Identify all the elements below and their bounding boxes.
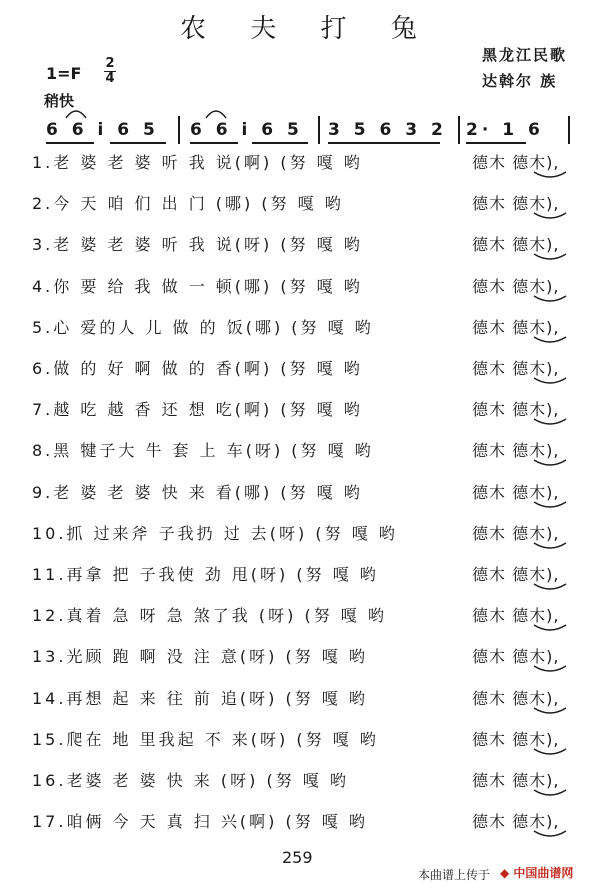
tempo-marking: 稍快: [44, 92, 75, 110]
verse-refrain: 德木 德木),: [472, 606, 560, 626]
verse-refrain: 德木 德木),: [472, 565, 560, 584]
refrain-tie: [530, 623, 570, 635]
measure-1: 6 6 i 6 5: [46, 120, 159, 140]
measure-3: 3 5 6 3 2: [328, 120, 447, 140]
key-signature: 1=F: [46, 64, 82, 83]
tie-2: [206, 111, 226, 118]
refrain-tie: [530, 747, 570, 759]
refrain-tie: [530, 252, 570, 264]
verse-line: 14.再想 起 来 往 前 追(呀) (努 嘎 哟: [32, 688, 368, 708]
verse-refrain: 德木 德木),: [472, 729, 560, 749]
verse-line: 17.咱俩 今 天 真 扫 兴(啊) (努 嘎 哟: [32, 812, 368, 832]
verse-refrain: 德木 德木),: [472, 153, 560, 172]
refrain-tie: [530, 706, 570, 718]
verse-line: 12.真着 急 呀 急 煞了我 (呀) (努 嘎 哟: [32, 606, 387, 626]
refrain-tie: [530, 829, 570, 841]
verse-refrain: 德木 德木),: [472, 482, 560, 502]
verse-refrain: 德木 德木),: [472, 359, 560, 378]
beam-1a: [46, 142, 94, 144]
barline-1: [178, 116, 180, 144]
refrain-tie: [530, 582, 570, 594]
barline-2: [318, 116, 320, 144]
refrain-tie: [530, 376, 570, 388]
verse-line: 2.今 天 咱 们 出 门 (哪) (努 嘎 哟: [32, 194, 344, 214]
verse-line: 13.光顾 跑 啊 没 注 意(呀) (努 嘎 哟: [32, 647, 368, 667]
beam-1b: [110, 142, 166, 144]
refrain-tie: [530, 417, 570, 429]
beam-2b: [252, 142, 308, 144]
measure-2: 6 6 i 6 5: [190, 120, 303, 140]
song-title: 农 夫 打 兔: [180, 14, 435, 44]
verse-line: 6.做 的 好 啊 做 的 香(啊) (努 嘎 哟: [32, 359, 363, 378]
tie-1: [66, 111, 86, 118]
refrain-tie: [530, 500, 570, 512]
verse-refrain: 德木 德木),: [472, 317, 560, 337]
verse-refrain: 德木 德木),: [472, 441, 560, 461]
verse-line: 16.老婆 老 婆 快 来 (呀) (努 嘎 哟: [32, 771, 349, 790]
barline-4: [568, 116, 570, 144]
page-number: 259: [282, 848, 313, 867]
site-logo: [500, 864, 573, 881]
verse-line: 3.老 婆 老 婆 听 我 说(呀) (努 嘎 哟: [32, 235, 363, 255]
song-origin: 黑龙江民歌: [482, 46, 568, 64]
verse-line: 8.黑 犍子大 牛 套 上 车(呀) (努 嘎 哟: [32, 441, 374, 461]
verse-line: 9.老 婆 老 婆 快 来 看(哪) (努 嘎 哟: [32, 482, 363, 502]
verse-line: 15.爬在 地 里我起 不 来(呀) (努 嘎 哟: [32, 729, 379, 749]
barline-3: [458, 116, 460, 144]
verse-line: 1.老 婆 老 婆 听 我 说(啊) (努 嘎 哟: [32, 153, 363, 172]
verse-refrain: 德木 德木),: [472, 812, 560, 832]
verse-refrain: 德木 德木),: [472, 194, 560, 214]
site-logo-icon: ◆: [500, 866, 510, 880]
refrain-tie: [530, 541, 570, 553]
verse-line: 4.你 要 给 我 做 一 顿(哪) (努 嘎 哟: [32, 276, 363, 296]
measure-4: 2· 1 6: [466, 120, 544, 140]
song-nation: 达斡尔 族: [482, 72, 558, 90]
verse-line: 7.越 吃 越 香 还 想 吃(啊) (努 嘎 哟: [32, 400, 363, 420]
refrain-tie: [530, 458, 570, 470]
verse-refrain: 德木 德木),: [472, 688, 560, 708]
verse-line: 10.抓 过来斧 子我扔 过 去(呀) (努 嘎 哟: [32, 523, 398, 543]
refrain-tie: [530, 664, 570, 676]
verse-line: 5.心 爱的人 儿 做 的 饭(哪) (努 嘎 哟: [32, 317, 374, 337]
time-signature-top: 2: [105, 56, 115, 71]
verse-refrain: 德木 德木),: [472, 647, 560, 667]
refrain-tie: [530, 335, 570, 347]
refrain-tie: [530, 294, 570, 306]
refrain-tie: [530, 788, 570, 800]
beam-4: [466, 142, 526, 144]
beam-2a: [190, 142, 238, 144]
verse-refrain: 德木 德木),: [472, 400, 560, 420]
notation-ties: [0, 0, 608, 140]
time-signature-bottom: 4: [105, 71, 115, 86]
verse-refrain: 德木 德木),: [472, 771, 560, 790]
refrain-tie: [530, 211, 570, 223]
verse-line: 11.再拿 把 子我使 劲 甩(呀) (努 嘎 哟: [32, 565, 379, 584]
verse-refrain: 德木 德木),: [472, 523, 560, 543]
beam-3: [328, 142, 440, 144]
verse-refrain: 德木 德木),: [472, 276, 560, 296]
verse-refrain: 德木 德木),: [472, 235, 560, 255]
site-name: 中国曲谱网: [513, 866, 574, 880]
refrain-tie: [530, 170, 570, 182]
upload-note: 本曲谱上传于: [418, 868, 491, 882]
